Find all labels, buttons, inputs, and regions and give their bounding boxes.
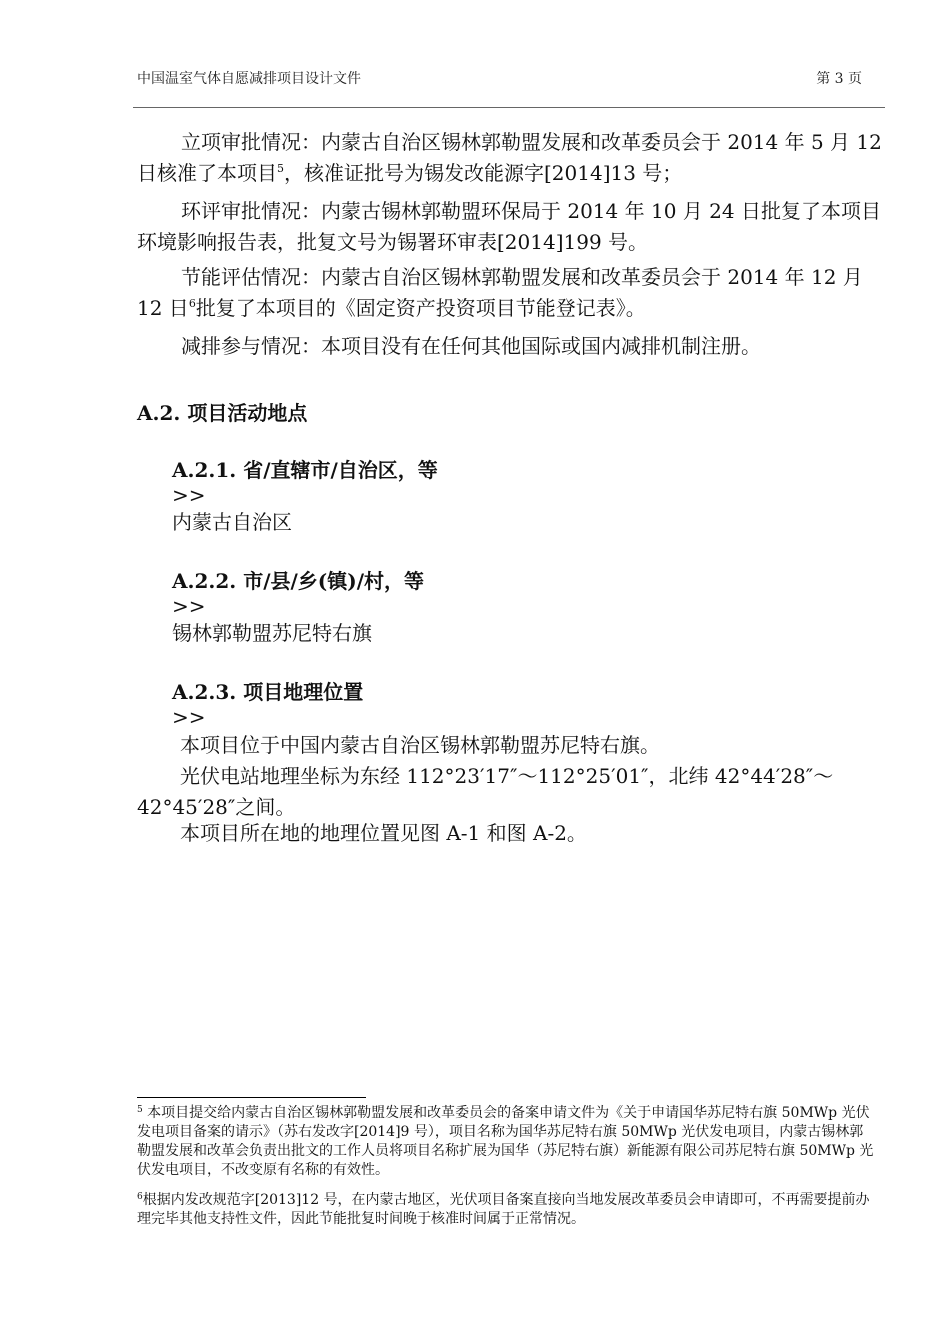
footnote-divider [137, 1097, 366, 1098]
location-figure-ref: 本项目所在地的地理位置见图 A-1 和图 A-2。 [180, 821, 587, 845]
footnote-5-text: 本项目提交给内蒙古自治区锡林郭勒盟发展和改革委员会的备案申请文件为《关于申请国华苏尼特右旗 50MWp 光伏发电项目备案的请示》（苏右发改字[2014]9 号），项目名称为国华苏尼特右旗 50MWp 光伏发电项目，内蒙古锡林郭勒盟发展和改革会负责出批文的工作人员将项目名称扩展为国华（苏尼特右旗）新能源有限公司苏尼特右旗 50MWp 光伏发电项目，不改变原有名称的有效性。 [137, 1105, 874, 1178]
footnote-6-text: 根据内发改规范字[2013]12 号，在内蒙古地区，光伏项目备案直接向当地发展改革委员会申请即可，不再需要提前办理完毕其他支持性文件，因此节能批复时间晚于核准时间属于正常情况。 [137, 1192, 870, 1227]
footnote-6 [137, 1191, 875, 1229]
approval-environment: 环评审批情况：内蒙古锡林郭勒盟环保局于 2014 年 10 月 24 日批复了本项目环境影响报告表，批复文号为锡署环审表[2014]199 号。 [137, 199, 881, 254]
footnote-5 [137, 1104, 875, 1180]
approval-energy-text: 节能评估情况：内蒙古自治区锡林郭勒盟发展和改革委员会于 2014 年 12 月 12 日 [137, 265, 863, 320]
approval-energy-text-end: 批复了本项目的《固定资产投资项目节能登记表》。 [195, 296, 646, 320]
marker-a23: >> [172, 705, 206, 729]
subsection-heading-a23: A.2.3. 项目地理位置 [172, 680, 364, 704]
marker-a22: >> [172, 594, 206, 618]
footnote-ref-5[interactable]: 5 [277, 162, 284, 175]
location-coordinates: 光伏电站地理坐标为东经 112°23′17″～112°25′01″，北纬 42°44′28″～ [180, 764, 834, 788]
marker-a21: >> [172, 483, 206, 507]
subsection-heading-a21: A.2.1. 省/直辖市/自治区，等 [172, 458, 438, 482]
approval-emission: 减排参与情况：本项目没有在任何其他国际或国内减排机制注册。 [181, 334, 761, 358]
header-divider [133, 107, 885, 108]
location-line-1: 本项目位于中国内蒙古自治区锡林郭勒盟苏尼特右旗。 [180, 733, 660, 757]
footnote-5-number: 5 [137, 1105, 143, 1115]
section-heading-a2: A.2. 项目活动地点 [137, 401, 308, 425]
footnote-ref-6[interactable]: 6 [188, 297, 196, 310]
header-title: 中国温室气体自愿减排项目设计文件 [137, 71, 361, 87]
approval-project-text: 立项审批情况：内蒙古自治区锡林郭勒盟发展和改革委员会于 2014 年 5 月 12 日核准了本项目 [137, 130, 882, 185]
approval-project-text-end: ，核准证批号为锡发改能源字[2014]13 号； [284, 161, 683, 185]
value-a22: 锡林郭勒盟苏尼特右旗 [172, 621, 372, 645]
subsection-heading-a22: A.2.2. 市/县/乡(镇)/村，等 [172, 569, 425, 593]
approval-project [137, 127, 885, 189]
location-coordinates-end: 42°45′28″之间。 [137, 795, 296, 819]
page-number: 第 3 页 [816, 71, 862, 87]
value-a21: 内蒙古自治区 [172, 510, 292, 534]
footnote-6-number: 6 [137, 1192, 143, 1202]
approval-energy [137, 262, 885, 324]
